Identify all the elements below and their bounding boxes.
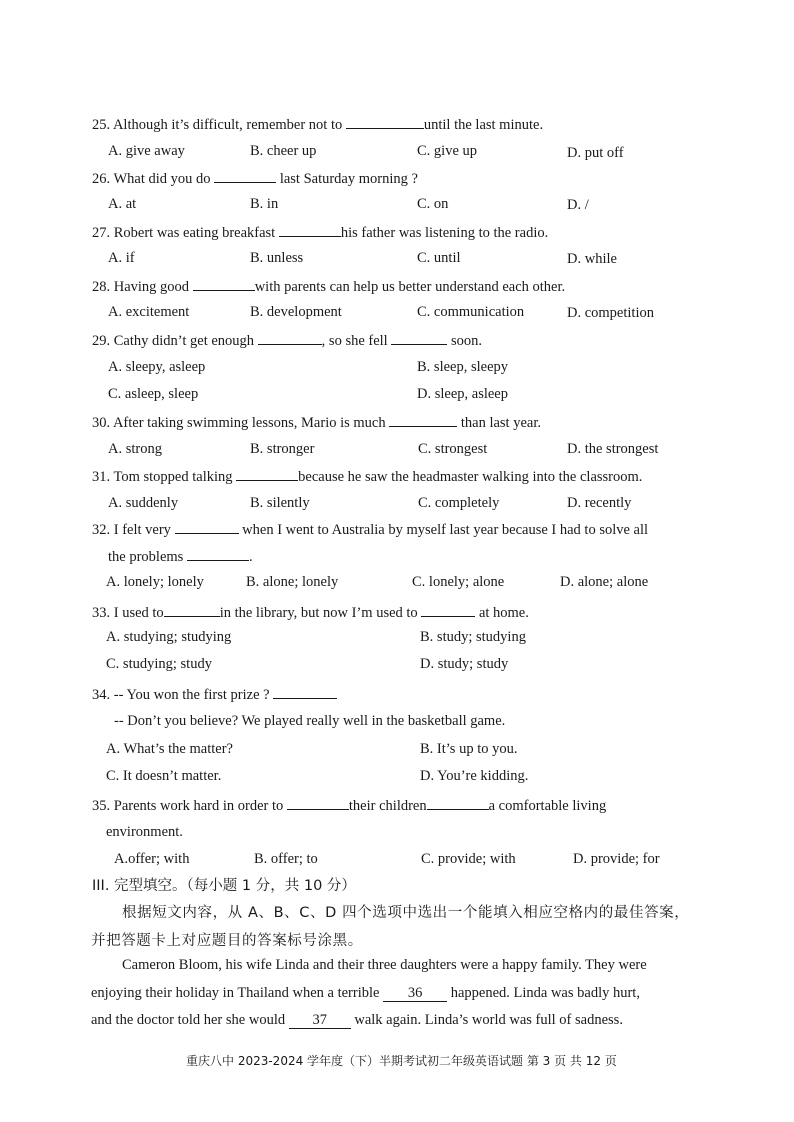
section-title: III. 完型填空。（每小题 1 分，共 10 分） <box>92 878 356 894</box>
question-text: Cathy didn’t get enough <box>113 333 255 349</box>
question-number: 29. <box>92 333 111 349</box>
option-a: A. excitement <box>108 304 190 320</box>
option-a: A. What’s the matter? <box>106 741 233 757</box>
page-footer: 重庆八中 2023-2024 学年度（下）半期考试初二年级英语试题 第 3 页 共 12 页 <box>186 1054 617 1068</box>
answer-blank <box>214 168 276 183</box>
question-text: Tom stopped talking <box>113 469 233 485</box>
option-c: C. give up <box>417 143 478 159</box>
option-c: C. completely <box>418 495 500 511</box>
passage-text: and the doctor told her she would <box>91 1012 286 1028</box>
option-a: A. studying; studying <box>106 629 232 645</box>
option-a: A. strong <box>108 441 162 457</box>
question-text: , so she fell <box>321 333 388 349</box>
question-29-stem <box>92 330 482 350</box>
question-text: I felt very <box>113 522 171 538</box>
passage-line <box>91 1011 623 1029</box>
option-d: D. study; study <box>420 656 509 672</box>
answer-blank <box>391 330 447 345</box>
section-instruction: 并把答题卡上对应题目的答案标号涂黑。 <box>91 933 363 949</box>
answer-blank <box>427 795 489 810</box>
question-number: 25. <box>92 117 111 133</box>
option-d: D. / <box>567 197 589 213</box>
question-text: when I went to Australia by myself last year because I had to solve all <box>242 522 649 538</box>
question-number: 31. <box>92 469 111 485</box>
question-number: 35. <box>92 798 111 814</box>
answer-blank <box>273 684 337 699</box>
option-c: C. studying; study <box>106 656 212 672</box>
question-30-stem <box>92 412 541 432</box>
question-26-stem <box>92 168 418 188</box>
question-text: Although it’s difficult, remember not to <box>112 117 343 133</box>
option-d: D. recently <box>567 495 632 511</box>
question-number: 32. <box>92 522 111 538</box>
option-d: D. alone; alone <box>560 574 649 590</box>
option-c: C. provide; with <box>421 851 516 867</box>
answer-blank <box>175 519 239 534</box>
question-32-stem <box>92 519 648 539</box>
question-text: Parents work hard in order to <box>113 798 284 814</box>
option-b: B. study; studying <box>420 629 526 645</box>
option-b: B. offer; to <box>254 851 318 867</box>
question-34-reply: -- Don’t you believe? We played really well in the basketball game. <box>114 713 506 729</box>
option-d: D. while <box>567 251 617 267</box>
answer-blank <box>187 546 249 561</box>
question-text: in the library, but now I’m used to <box>219 605 418 621</box>
question-text: at home. <box>478 605 529 621</box>
question-text: What did you do <box>113 171 211 187</box>
question-text: soon. <box>450 333 482 349</box>
question-number: 26. <box>92 171 111 187</box>
option-b: B. sleep, sleepy <box>417 359 509 375</box>
option-c: C. communication <box>417 304 525 320</box>
option-a: A. at <box>108 196 137 212</box>
option-b: B. It’s up to you. <box>420 741 518 757</box>
option-d: D. sleep, asleep <box>417 386 508 402</box>
question-text: his father was listening to the radio. <box>340 225 549 241</box>
question-35-stem-line2: environment. <box>106 824 183 840</box>
cloze-blank-37: 37 <box>289 1012 351 1029</box>
question-text: their children <box>348 798 427 814</box>
option-b: B. alone; lonely <box>246 574 339 590</box>
option-a: A.offer; with <box>114 851 190 867</box>
question-text: -- You won the first prize ? <box>113 687 270 703</box>
option-d: D. the strongest <box>567 441 659 457</box>
option-b: B. cheer up <box>250 143 317 159</box>
answer-blank <box>389 412 457 427</box>
option-d: D. put off <box>567 145 624 161</box>
answer-blank <box>287 795 349 810</box>
option-a: A. lonely; lonely <box>106 574 204 590</box>
question-34-stem <box>92 684 337 704</box>
option-c: C. asleep, sleep <box>108 386 199 402</box>
question-text: with parents can help us better understand each other. <box>254 279 566 295</box>
question-33-stem <box>92 602 529 622</box>
question-number: 28. <box>92 279 111 295</box>
option-c: C. until <box>417 250 461 266</box>
option-c: C. It doesn’t matter. <box>106 768 222 784</box>
option-a: A. give away <box>108 143 185 159</box>
option-b: B. silently <box>250 495 310 511</box>
option-b: B. in <box>250 196 279 212</box>
section-instruction: 根据短文内容，从 A、B、C、D 四个选项中选出一个能填入相应空格内的最佳答案， <box>122 905 690 921</box>
question-text: until the last minute. <box>423 117 544 133</box>
answer-blank <box>258 330 322 345</box>
question-text: . <box>248 549 253 565</box>
question-31-stem <box>92 466 642 486</box>
question-text: the problems <box>108 549 184 565</box>
question-number: 33. <box>92 605 111 621</box>
question-25-stem <box>92 114 543 134</box>
option-d: D. You’re kidding. <box>420 768 529 784</box>
cloze-blank-36: 36 <box>383 985 447 1002</box>
passage-text: walk again. Linda’s world was full of sadness. <box>354 1012 623 1028</box>
option-a: A. suddenly <box>108 495 179 511</box>
option-a: A. if <box>108 250 135 266</box>
passage-line <box>91 984 640 1002</box>
question-32-stem-line2 <box>108 546 253 566</box>
answer-blank <box>236 466 298 481</box>
option-d: D. provide; for <box>573 851 660 867</box>
question-text: a comfortable living <box>488 798 607 814</box>
question-text: because he saw the headmaster walking into the classroom. <box>298 469 643 485</box>
question-35-stem <box>92 795 606 815</box>
question-number: 30. <box>92 415 111 431</box>
passage-text: happened. Linda was badly hurt, <box>450 985 640 1001</box>
option-b: B. stronger <box>250 441 315 457</box>
question-number: 27. <box>92 225 111 241</box>
question-28-stem <box>92 276 565 296</box>
option-d: D. competition <box>567 305 654 321</box>
question-text: than last year. <box>460 415 541 431</box>
question-text: Having good <box>113 279 190 295</box>
option-a: A. sleepy, asleep <box>108 359 206 375</box>
question-27-stem <box>92 222 548 242</box>
answer-blank <box>421 602 475 617</box>
option-c: C. on <box>417 196 449 212</box>
question-text: After taking swimming lessons, Mario is much <box>112 415 386 431</box>
passage-line: Cameron Bloom, his wife Linda and their three daughters were a happy family. They were <box>122 957 647 973</box>
question-number: 34. <box>92 687 111 703</box>
answer-blank <box>346 114 424 129</box>
answer-blank <box>193 276 255 291</box>
question-text: last Saturday morning ? <box>279 171 418 187</box>
option-b: B. unless <box>250 250 304 266</box>
answer-blank <box>279 222 341 237</box>
passage-text: enjoying their holiday in Thailand when a terrible <box>91 985 380 1001</box>
option-c: C. strongest <box>418 441 488 457</box>
question-text: I used to <box>113 605 164 621</box>
option-b: B. development <box>250 304 342 320</box>
option-c: C. lonely; alone <box>412 574 505 590</box>
answer-blank <box>164 602 220 617</box>
question-text: Robert was eating breakfast <box>113 225 276 241</box>
